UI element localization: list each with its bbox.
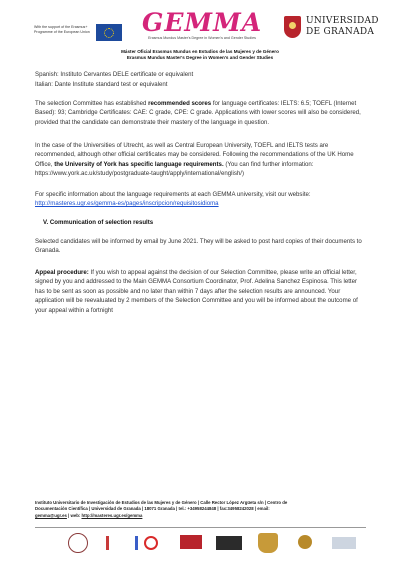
paragraph-utrecht-york: In the case of the Universities of Utrecht, as well as Central European University, TOEFL and IELTS tests are recommended, although other official certificates may be considered. Following the recommendations of the UK Home Office, the University of York has specific language requirements. (You can find further information: https://www.york.ac.uk/study/postgraduate-taught/apply/international/english/) — [35, 142, 354, 178]
paragraph-appeal: Appeal procedure: If you wish to appeal against the decision of our Selection Committee, please write an official letter, signed by you and addressed to the Main GEMMA Consortium Coordinator, Prof. Adelina Sanchez Espinosa. This letter has to be sent as soon as possible and no later than within 7 days after the selection results are announced. Your application will be reevaluated by 2 members of the Selection Committee and you will be informed about the outcome of your appeal within a fortnight — [35, 269, 358, 314]
gemma-logo — [142, 10, 262, 48]
ugr-logo — [284, 15, 379, 41]
footer-line-2: Documentación Científica | Universidad de Granada | 18071 Granada | tel.: +34958244848 | fax:34958242028 | email: — [35, 506, 270, 512]
partner-logo-1 — [68, 533, 88, 553]
partner-logo-6 — [258, 533, 278, 553]
paragraph-website: For specific information about the language requirements at each GEMMA university, visit our website: http://masteres.ugr.es/gemma-es/pages/inscripcion/requisitosidioma — [35, 191, 311, 208]
partner-logo-5 — [216, 536, 242, 550]
partner-logo-4 — [180, 535, 202, 549]
partner-logo-8 — [332, 537, 356, 549]
partner-logos — [62, 533, 362, 555]
footer-web-link[interactable]: http://masteres.ugr.es/gemma — [81, 512, 143, 518]
gemma-subtitle: Erasmus Mundus Master's Degree in Women's and Gender Studies — [148, 36, 256, 40]
paragraph-selected-candidates: Selected candidates will be informed by email by June 2021. They will be asked to post hard copies of their documents to Granada. — [35, 238, 362, 255]
paragraph-recommended-scores: The selection Committee has established recommended scores for language certificates: IELTS: 6.5; TOEFL (Internet Based): 93; Cambridge Certificates: CAE: C grade, CPE: C grade. Applications with lower scores will also be considered, provided that the candidate can demonstrate their mastery of the language in question. — [35, 100, 361, 126]
eu-support-logo — [34, 23, 126, 43]
footer-divider — [35, 527, 366, 528]
ugr-name: UNIVERSIDAD DE GRANADA — [306, 16, 379, 37]
partner-logo-2 — [106, 536, 138, 550]
master-title-en: Erasmus Mundus Master's Degree in Women's and Gender Studies — [126, 55, 274, 60]
lang-italian: Italian: Dante Institute standard test or equivalent — [35, 81, 168, 88]
master-title-es: Máster Oficial Erasmus Mundus en Estudios de las Mujeres y de Género — [121, 49, 279, 54]
section-heading-communication: V. Communication of selection results — [43, 219, 154, 226]
appeal-procedure-bold: Appeal procedure: — [35, 269, 89, 276]
footer-line-1: Instituto Universitario de Investigación de Estudios de las Mujeres y de Género | Calle Rector López Argüeta s/n | Centro de — [35, 500, 288, 505]
footer-email-link[interactable]: gemma@ugr.es — [35, 512, 67, 518]
master-title — [0, 49, 400, 61]
page-header — [0, 0, 400, 66]
footer-address — [35, 500, 366, 519]
language-requirements-link[interactable]: http://masteres.ugr.es/gemma-es/pages/inscripcion/requisitosidioma — [35, 200, 219, 208]
partner-logo-7 — [298, 535, 312, 549]
eu-flag-icon — [96, 24, 122, 41]
ugr-crest-icon — [284, 16, 301, 38]
footer-line-3: gemma@ugr.es | web: http://masteres.ugr.es/gemma — [35, 512, 143, 518]
lang-spanish: Spanish: Instituto Cervantes DELE certificate or equivalent — [35, 71, 194, 78]
york-requirements-bold: the University of York has specific language requirements. — [54, 160, 224, 168]
eu-support-text: With the support of the Erasmus+ Programme of the European Union — [34, 25, 90, 34]
partner-logo-3 — [144, 536, 158, 550]
gemma-brand: GEMMA — [142, 8, 263, 37]
recommended-scores-bold: recommended scores — [148, 100, 212, 107]
